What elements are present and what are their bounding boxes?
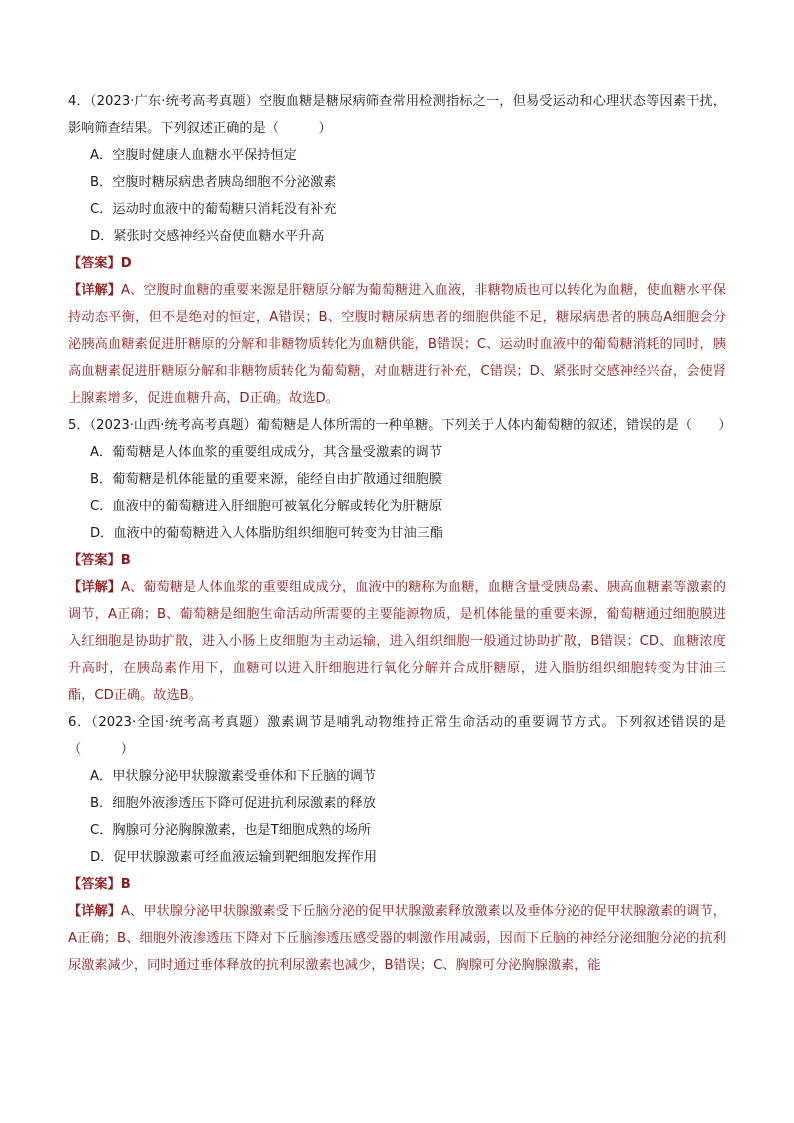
detail-text: A、甲状腺分泌甲状腺激素受下丘脑分泌的促甲状腺激素释放激素以及垂体分泌的促甲状腺激素的调节，A正确；B、细胞外液渗透压下降对下丘脑渗透压感受器的刺激作用减弱，因而下丘脑的神经分泌细胞分泌的抗利尿激素减少，同时通过垂体释放的抗利尿激素也减少，B错误；C、胸腺可分泌胸腺激素，能 bbox=[68, 904, 726, 973]
option-a: A．空腹时健康人血糖水平保持恒定 bbox=[90, 148, 297, 163]
answer-value: B bbox=[120, 877, 131, 892]
option-b: B．细胞外液渗透压下降可促进抗利尿激素的释放 bbox=[90, 796, 376, 811]
detail-paragraph bbox=[68, 574, 726, 709]
detail-label: 【详解】 bbox=[68, 904, 121, 919]
option-c: C．血液中的葡萄糖进入肝细胞可被氧化分解或转化为肝糖原 bbox=[90, 499, 443, 514]
detail-label: 【详解】 bbox=[68, 580, 121, 595]
option-c: C．胸腺可分泌胸腺激素，也是T细胞成熟的场所 bbox=[90, 823, 372, 838]
option-b: B．葡萄糖是机体能量的重要来源，能经自由扩散通过细胞膜 bbox=[90, 472, 442, 487]
question-stem: 6．（2023·全国·统考高考真题）激素调节是哺乳动物维持正常生命活动的重要调节方式。下列叙述错误的是（ ） bbox=[68, 715, 726, 757]
option-d: D．血液中的葡萄糖进入人体脂肪组织细胞可转变为甘油三酯 bbox=[90, 526, 444, 541]
answer-label: 【答案】 bbox=[68, 877, 121, 892]
answer-label: 【答案】 bbox=[68, 553, 121, 568]
answer-value: B bbox=[120, 553, 131, 568]
answer-label: 【答案】 bbox=[68, 256, 121, 271]
option-d: D．促甲状腺激素可经血液运输到靶细胞发挥作用 bbox=[90, 850, 378, 865]
detail-text: A、葡萄糖是人体血浆的重要组成成分，血液中的糖称为血糖，血糖含量受胰岛素、胰高血糖素等激素的调节，A正确；B、葡萄糖是细胞生命活动所需要的主要能源物质，是机体能量的重要来源，葡萄糖通过细胞膜进入红细胞是协助扩散，进入小肠上皮细胞为主动运输，进入组织细胞一般通过协助扩散，B错误；CD、血糖浓度升高时，在胰岛素作用下，血糖可以进入肝细胞进行氧化分解并合成肝糖原，进入脂肪组织细胞转变为甘油三酯，CD正确。故选B。 bbox=[68, 580, 726, 703]
option-d: D．紧张时交感神经兴奋使血糖水平升高 bbox=[90, 229, 325, 244]
detail-label: 【详解】 bbox=[68, 283, 121, 298]
question-stem: 5．（2023·山西·统考高考真题）葡萄糖是人体所需的一种单糖。下列关于人体内葡萄糖的叙述，错误的是（ ） bbox=[68, 418, 732, 433]
answer-line bbox=[68, 547, 726, 574]
option-b: B．空腹时糖尿病患者胰岛细胞不分泌激素 bbox=[90, 175, 337, 190]
question-4 bbox=[68, 88, 726, 412]
question-stem: 4．（2023·广东·统考高考真题）空腹血糖是糖尿病筛查常用检测指标之一，但易受运动和心理状态等因素干扰，影响筛查结果。下列叙述正确的是（ ） bbox=[68, 94, 726, 136]
answer-value: D bbox=[120, 256, 132, 271]
option-a: A．葡萄糖是人体血浆的重要组成成分，其含量受激素的调节 bbox=[90, 445, 442, 460]
question-6 bbox=[68, 709, 726, 979]
document-page bbox=[68, 88, 732, 979]
answer-line bbox=[68, 871, 726, 898]
option-c: C．运动时血液中的葡萄糖只消耗没有补充 bbox=[90, 202, 337, 217]
detail-text: A、空腹时血糖的重要来源是肝糖原分解为葡萄糖进入血液，非糖物质也可以转化为血糖，使血糖水平保持动态平衡，但不是绝对的恒定，A错误；B、空腹时糖尿病患者的细胞供能不足，糖尿病患者的胰岛A细胞会分泌胰高血糖素促进肝糖原的分解和非糖物质转化为血糖供能，B错误；C、运动时血液中的葡萄糖消耗的同时，胰高血糖素促进肝糖原分解和非糖物质转化为葡萄糖，对血糖进行补充，C错误；D、紧张时交感神经兴奋，会使肾上腺素增多，促进血糖升高，D正确。故选D。 bbox=[68, 283, 726, 406]
question-5 bbox=[68, 412, 732, 709]
answer-line bbox=[68, 250, 726, 277]
detail-paragraph bbox=[68, 277, 726, 412]
option-a: A．甲状腺分泌甲状腺激素受垂体和下丘脑的调节 bbox=[90, 769, 376, 784]
detail-paragraph bbox=[68, 898, 726, 979]
